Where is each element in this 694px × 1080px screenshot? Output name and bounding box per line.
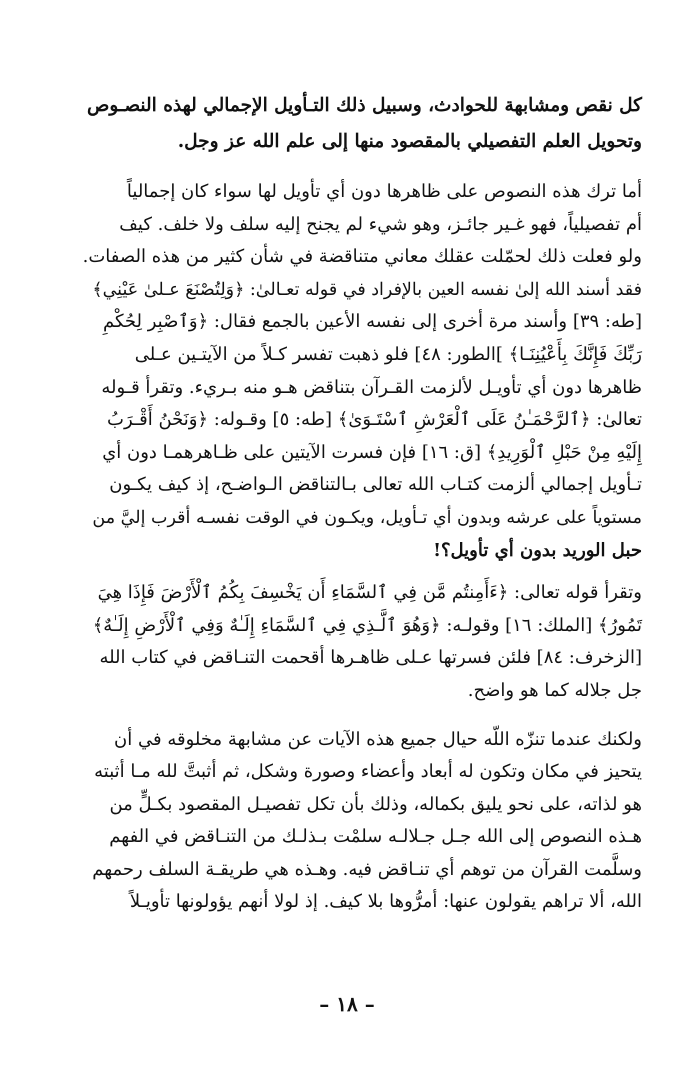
text-line: أما ترك هذه النصوص على ظاهرها دون أي تأويل لها سواء كان إجمالياً: [126, 181, 642, 202]
text-line: حبل الوريد بدون أي تأويل؟!: [433, 539, 642, 561]
quran-verse-line: تعالىٰ: ﴿ٱلرَّحْمَـٰنُ عَلَى ٱلْعَرْشِ ٱسْتَـوَىٰ﴾ [طه: ٥] وقـوله: ﴿وَنَحْنُ أَقْـرَبُ: [107, 409, 642, 431]
paragraph-4: [78, 724, 642, 920]
text-line: الله، ألا تراهم يقولون عنها: أمرُّوها بلا كيف. إذ لولا أنهم يؤولونها تأويـلاً: [129, 891, 642, 913]
text-line: أم تفصيلياً، فهو غـير جائـز، وهو شيء لم يجنح إليه سلف ولا خلف. كيف: [119, 213, 642, 235]
text-line: ولو فعلت ذلك لحمّلت عقلك معاني متناقضة في شأن كثير من هذه الصفات.: [82, 246, 642, 268]
paragraph-3: [78, 577, 642, 707]
quran-verse-line: وتقرأ قوله تعالى: ﴿ءَأَمِنتُم مَّن فِي ٱلسَّمَاءِ أَن يَخْسِفَ بِكُمُ ٱلْأَرْضَ فَإِذَا هِيَ: [97, 582, 642, 604]
text-line: وسلَّمت القرآن من توهم أي تنـاقض فيه. وهـذه هي طريقـة السلف رحمهم: [92, 858, 642, 880]
quran-verse-line: [طه: ٣٩] وأسند مرة أخرى إلى نفسه الأعين بالجمع فقال: ﴿وَٱصْبِر لِحُكْمِ: [102, 311, 642, 333]
text-line: كل نقص ومشابهة للحوادث، وسبيل ذلك التـأويل الإجمالي لهذه النصـوص: [87, 95, 642, 116]
text-line: جل جلاله كما هو واضح.: [467, 679, 642, 701]
document-page: [78, 88, 642, 919]
text-line: يتحيز في مكان وتكون له أبعاد وأعضاء وصورة وشكل، ثم أثبتَّ لله مـا أثبته: [94, 761, 642, 783]
quran-verse-line: تَمُورُ﴾ [الملك: ١٦] وقولـه: ﴿وَهُوَ ٱلَّـذِي فِي ٱلسَّمَاءِ إِلَـٰهٌ وَفِي ٱلْأَرْضِ إِلَـٰهٌ﴾: [92, 614, 642, 636]
quran-verse-line: رَبِّكَ فَإِنَّكَ بِأَعْيُنِنَـا﴾ ]الطور: ٤٨] فلو ذهبت تفسر كـلاً من الآيتـين عـلى: [134, 343, 642, 365]
quran-verse-line: فقد أسند الله إلىٰ نفسه العين بالإفراد في قوله تعـالىٰ: ﴿وَلِتُصْنَعَ عـلىٰ عَيْنِي﴾: [92, 279, 642, 300]
text-line: [الزخرف: ٨٤] فلئن فسرتها عـلى ظاهـرها أقحمت التنـاقض في كتاب الله: [99, 647, 642, 669]
page-number: – ١٨ –: [319, 992, 375, 1016]
paragraph-2: [78, 176, 642, 567]
text-line: ظاهرها دون أي تأويـل لألزمت القـرآن بتناقض هـو منه بـريء. وتقرأ قـوله: [101, 376, 642, 398]
text-line: هـذه النصوص إلى الله جـل جـلالـه سلمْت بـذلـك من التنـاقض في الفهم: [109, 826, 642, 848]
paragraph-1: [78, 88, 642, 160]
text-line: وتحويل العلم التفصيلي بالمقصود منها إلى علم الله عز وجل.: [177, 131, 642, 152]
text-line: هو لذاته، على نحو يليق بكماله، وذلك بأن تكل تفصيـل المقصود بكـلٍّ من: [109, 793, 642, 815]
text-line: مستوياً على عرشه وبدون أي تـأويل، ويكـون في الوقت نفسـه أقرب إليَّ من: [92, 507, 642, 528]
quran-verse-line: إِلَيْهِ مِنْ حَبْلِ ٱلْوَرِيدِ﴾ [ق: ١٦] فإن فسرت الآيتين على ظـاهرهمـا دون أي: [102, 441, 642, 463]
text-line: ولكنك عندما تنزّه اللّه حيال جميع هذه الآيات عن مشابهة مخلوقه في أن: [114, 728, 642, 750]
text-line: تـأويل إجمالي ألزمت كتـاب الله تعالى بـالتناقض الـواضـح، إذ كيف يكـون: [109, 474, 642, 496]
